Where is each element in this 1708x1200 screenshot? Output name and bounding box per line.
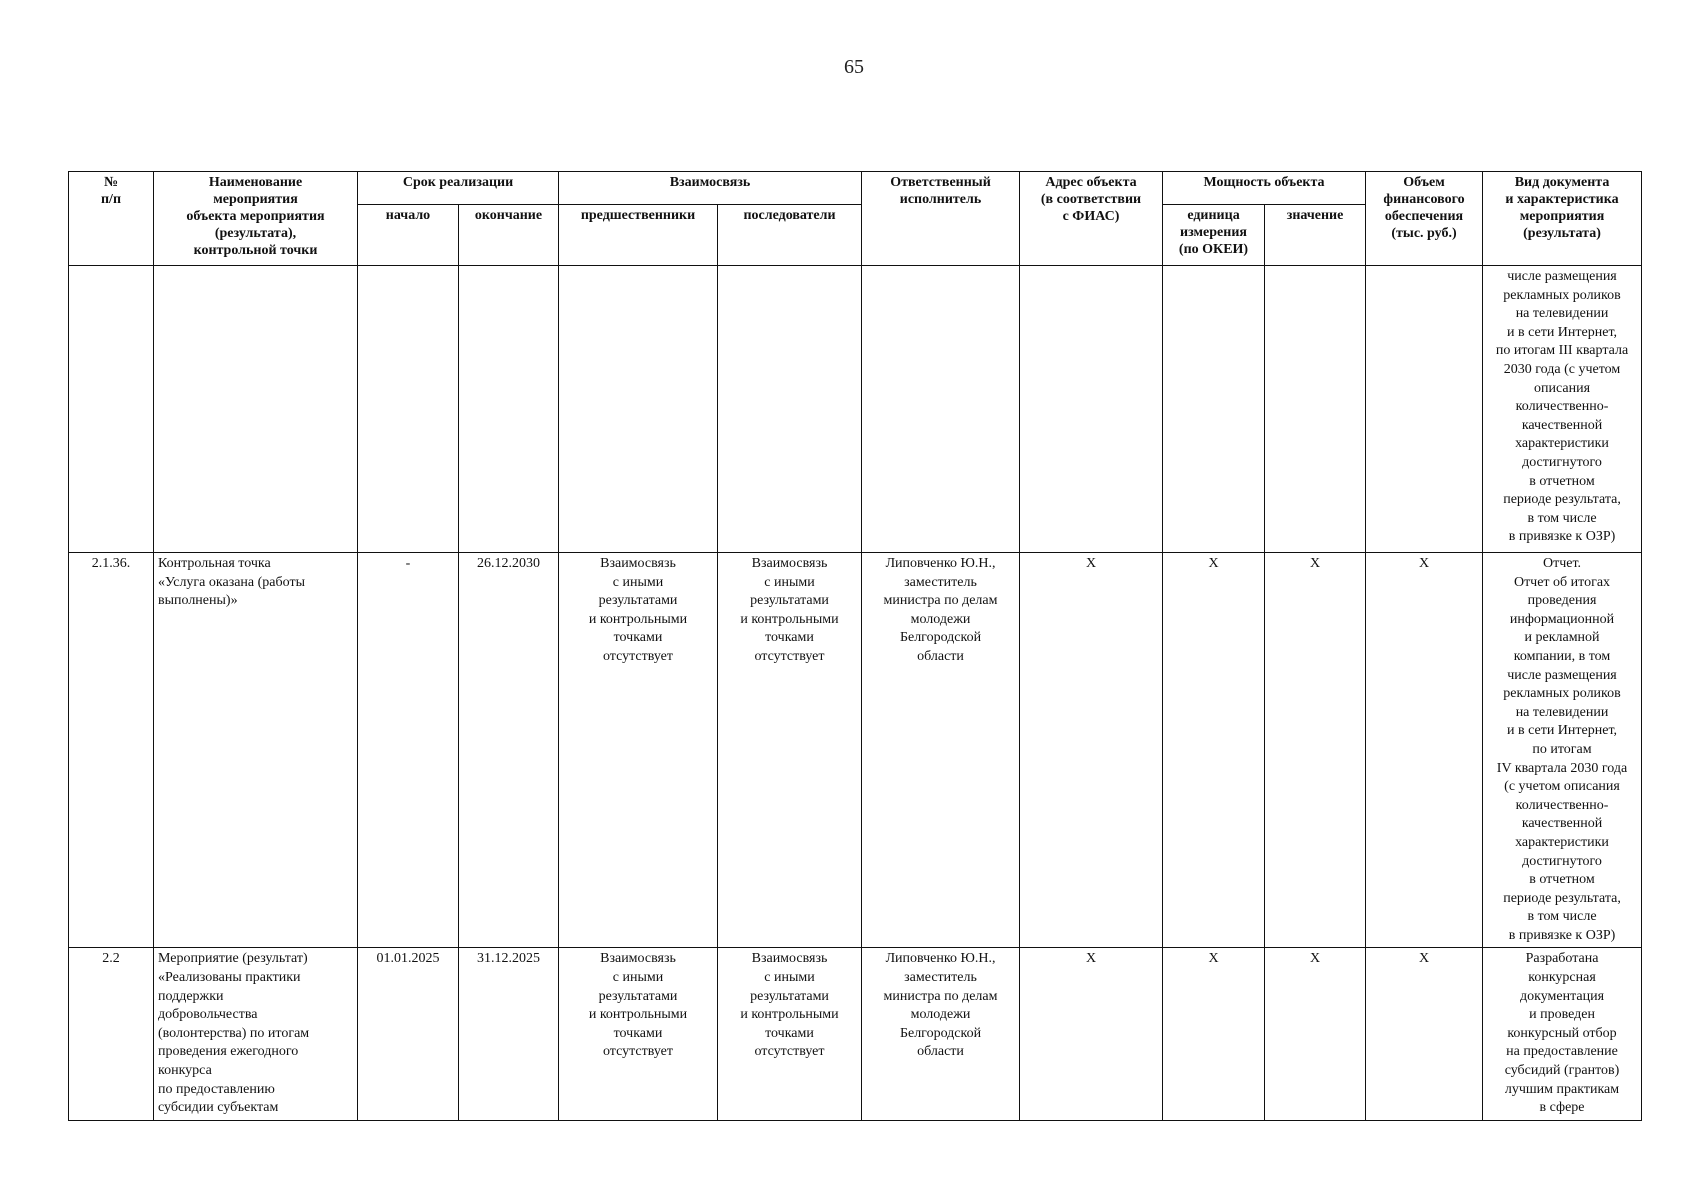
cell-number: 2.1.36. (69, 553, 154, 948)
cell-start: 01.01.2025 (358, 948, 459, 1120)
plan-table (68, 171, 1642, 1121)
cell-funding (1366, 266, 1483, 553)
header-row-top (69, 172, 1642, 205)
col-header-predecessors: предшественники (559, 205, 718, 266)
cell-number (69, 266, 154, 553)
col-header-responsible: Ответственный исполнитель (862, 172, 1020, 266)
cell-value: X (1265, 948, 1366, 1120)
cell-funding: X (1366, 948, 1483, 1120)
col-header-funding: Объем финансового обеспечения (тыс. руб.) (1366, 172, 1483, 266)
page-number: 65 (844, 56, 864, 78)
cell-successors (718, 266, 862, 553)
col-header-name: Наименование мероприятия объекта мероприятия (результата), контрольной точки (154, 172, 358, 266)
cell-value: X (1265, 553, 1366, 948)
cell-name: Контрольная точка «Услуга оказана (работы выполнены)» (154, 553, 358, 948)
cell-unit: X (1163, 948, 1265, 1120)
col-header-capacity: Мощность объекта (1163, 172, 1366, 205)
cell-end: 26.12.2030 (459, 553, 559, 948)
cell-value (1265, 266, 1366, 553)
cell-name (154, 266, 358, 553)
cell-responsible (862, 266, 1020, 553)
cell-successors: Взаимосвязь с иными результатами и контрольными точками отсутствует (718, 948, 862, 1120)
cell-start (358, 266, 459, 553)
cell-end (459, 266, 559, 553)
cell-number: 2.2 (69, 948, 154, 1120)
cell-start: - (358, 553, 459, 948)
cell-predecessors: Взаимосвязь с иными результатами и контрольными точками отсутствует (559, 553, 718, 948)
col-header-doc-type: Вид документа и характеристика мероприятия (результата) (1483, 172, 1642, 266)
cell-name: Мероприятие (результат) «Реализованы практики поддержки добровольчества (волонтерства) по итогам проведения ежегодного конкурса по предоставлению субсидии субъектам (154, 948, 358, 1120)
col-header-unit: единица измерения (по ОКЕИ) (1163, 205, 1265, 266)
cell-address: X (1020, 553, 1163, 948)
table-row (69, 266, 1642, 553)
col-header-relation: Взаимосвязь (559, 172, 862, 205)
cell-doc: Разработана конкурсная документация и проведен конкурсный отбор на предоставление субсидий (грантов) лучшим практикам в сфере (1483, 948, 1642, 1120)
cell-predecessors (559, 266, 718, 553)
cell-address: X (1020, 948, 1163, 1120)
cell-predecessors: Взаимосвязь с иными результатами и контрольными точками отсутствует (559, 948, 718, 1120)
cell-responsible: Липовченко Ю.Н., заместитель министра по делам молодежи Белгородской области (862, 948, 1020, 1120)
table-row (69, 553, 1642, 948)
cell-address (1020, 266, 1163, 553)
col-header-start: начало (358, 205, 459, 266)
col-header-value: значение (1265, 205, 1366, 266)
table-row (69, 948, 1642, 1120)
col-header-number: № п/п (69, 172, 154, 266)
cell-funding: X (1366, 553, 1483, 948)
cell-doc: Отчет. Отчет об итогах проведения информационной и рекламной компании, в том числе размещения рекламных роликов на телевидении и в сети Интернет, по итогам IV квартала 2030 года (с учетом описания количественно- качественной характеристики достигнутого в отчетном периоде результата, в том числе в привязке к ОЗР) (1483, 553, 1642, 948)
col-header-successors: последователи (718, 205, 862, 266)
cell-successors: Взаимосвязь с иными результатами и контрольными точками отсутствует (718, 553, 862, 948)
cell-doc: числе размещения рекламных роликов на телевидении и в сети Интернет, по итогам III квартала 2030 года (с учетом описания количественно- качественной характеристики достигнутого в отчетном периоде результата, в том числе в привязке к ОЗР) (1483, 266, 1642, 553)
cell-unit: X (1163, 553, 1265, 948)
cell-end: 31.12.2025 (459, 948, 559, 1120)
cell-responsible: Липовченко Ю.Н., заместитель министра по делам молодежи Белгородской области (862, 553, 1020, 948)
col-header-address: Адрес объекта (в соответствии с ФИАС) (1020, 172, 1163, 266)
col-header-period: Срок реализации (358, 172, 559, 205)
col-header-end: окончание (459, 205, 559, 266)
cell-unit (1163, 266, 1265, 553)
